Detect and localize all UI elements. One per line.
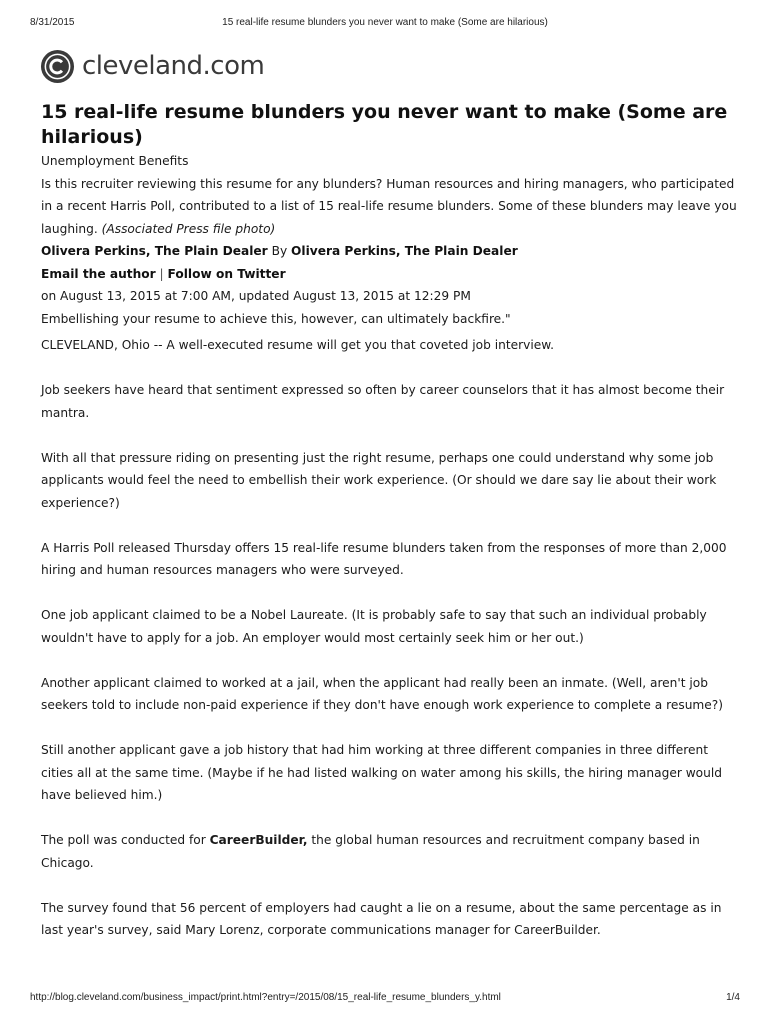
caption-credit: (Associated Press file photo): [101, 221, 276, 236]
article-paragraph-poll: [41, 829, 740, 874]
poll-text-after: the global human resources and recruitment company based in Chicago.: [41, 833, 700, 870]
print-page-title: 15 real-life resume blunders you never want to make (Some are hilarious): [222, 17, 548, 28]
poll-text-before: The poll was conducted for: [41, 833, 206, 847]
page-number: 1/4: [726, 992, 740, 1003]
article-category: Unemployment Benefits: [41, 154, 189, 168]
article-paragraph: Still another applicant gave a job history that had him working at three different companies in three different cities all at the same time. (Maybe if he had listed walking on water among his skills, the hiring manager would have believed him.): [41, 743, 722, 802]
article-paragraph: Another applicant claimed to worked at a jail, when the applicant had really been an inmate. (Well, aren't job seekers told to include non-paid experience if they don't have enough work experience to complete a resume?): [41, 675, 724, 712]
byline: [41, 240, 740, 263]
careerbuilder-link[interactable]: CareerBuilder,: [209, 833, 308, 847]
article-paragraph: A Harris Poll released Thursday offers 15 real-life resume blunders taken from the responses of more than 2,000 hiring and human resources managers who were surveyed.: [41, 540, 727, 577]
pull-quote: Embellishing your resume to achieve this, however, can ultimately backfire.": [41, 311, 511, 326]
article-paragraph: CLEVELAND, Ohio -- A well-executed resume will get you that coveted job interview.: [41, 338, 554, 352]
copyright-c-icon: [40, 49, 75, 84]
print-header: [30, 17, 740, 31]
print-date: 8/31/2015: [30, 17, 75, 28]
link-separator: |: [159, 266, 164, 281]
site-logo-text: cleveland.com: [82, 51, 265, 81]
print-footer: [30, 992, 740, 1006]
byline-by: By: [271, 244, 288, 258]
article-paragraph: One job applicant claimed to be a Nobel Laureate. (It is probably safe to say that such an individual probably wouldn't have to apply for a job. An employer would most certainly seek him or her out.): [41, 608, 707, 645]
article-paragraph: Job seekers have heard that sentiment expressed so often by career counselors that it has almost become their mantra.: [41, 383, 725, 420]
article-paragraph-survey: The survey found that 56 percent of employers had caught a lie on a resume, about the same percentage as in last year's survey, said Mary Lorenz, corporate communications manager for CareerBuilder.: [41, 900, 722, 937]
caption-text: Is this recruiter reviewing this resume for any blunders? Human resources and hiring managers, who participated in a recent Harris Poll, contributed to a list of 15 real-life resume blunders. Some of these blunders may leave you laughing.: [41, 176, 737, 236]
article: [41, 100, 740, 942]
print-url: http://blog.cleveland.com/business_impact/print.html?entry=/2015/08/15_real-life_resume_blunders_y.html: [30, 992, 501, 1003]
article-paragraph: With all that pressure riding on presenting just the right resume, perhaps one could understand why some job applicants would feel the need to embellish their work experience. (Or should we dare say lie about their work experience?): [41, 450, 717, 510]
site-logo[interactable]: [40, 48, 264, 84]
article-headline: 15 real-life resume blunders you never want to make (Some are hilarious): [41, 101, 728, 148]
photo-caption: [41, 173, 740, 241]
byline-author-link[interactable]: Olivera Perkins, The Plain Dealer: [291, 244, 518, 258]
author-links: [41, 263, 740, 286]
email-author-link[interactable]: Email the author: [41, 266, 156, 281]
byline-author[interactable]: Olivera Perkins, The Plain Dealer: [41, 244, 268, 258]
article-timestamp: on August 13, 2015 at 7:00 AM, updated August 13, 2015 at 12:29 PM: [41, 289, 471, 303]
follow-twitter-link[interactable]: Follow on Twitter: [167, 266, 286, 281]
